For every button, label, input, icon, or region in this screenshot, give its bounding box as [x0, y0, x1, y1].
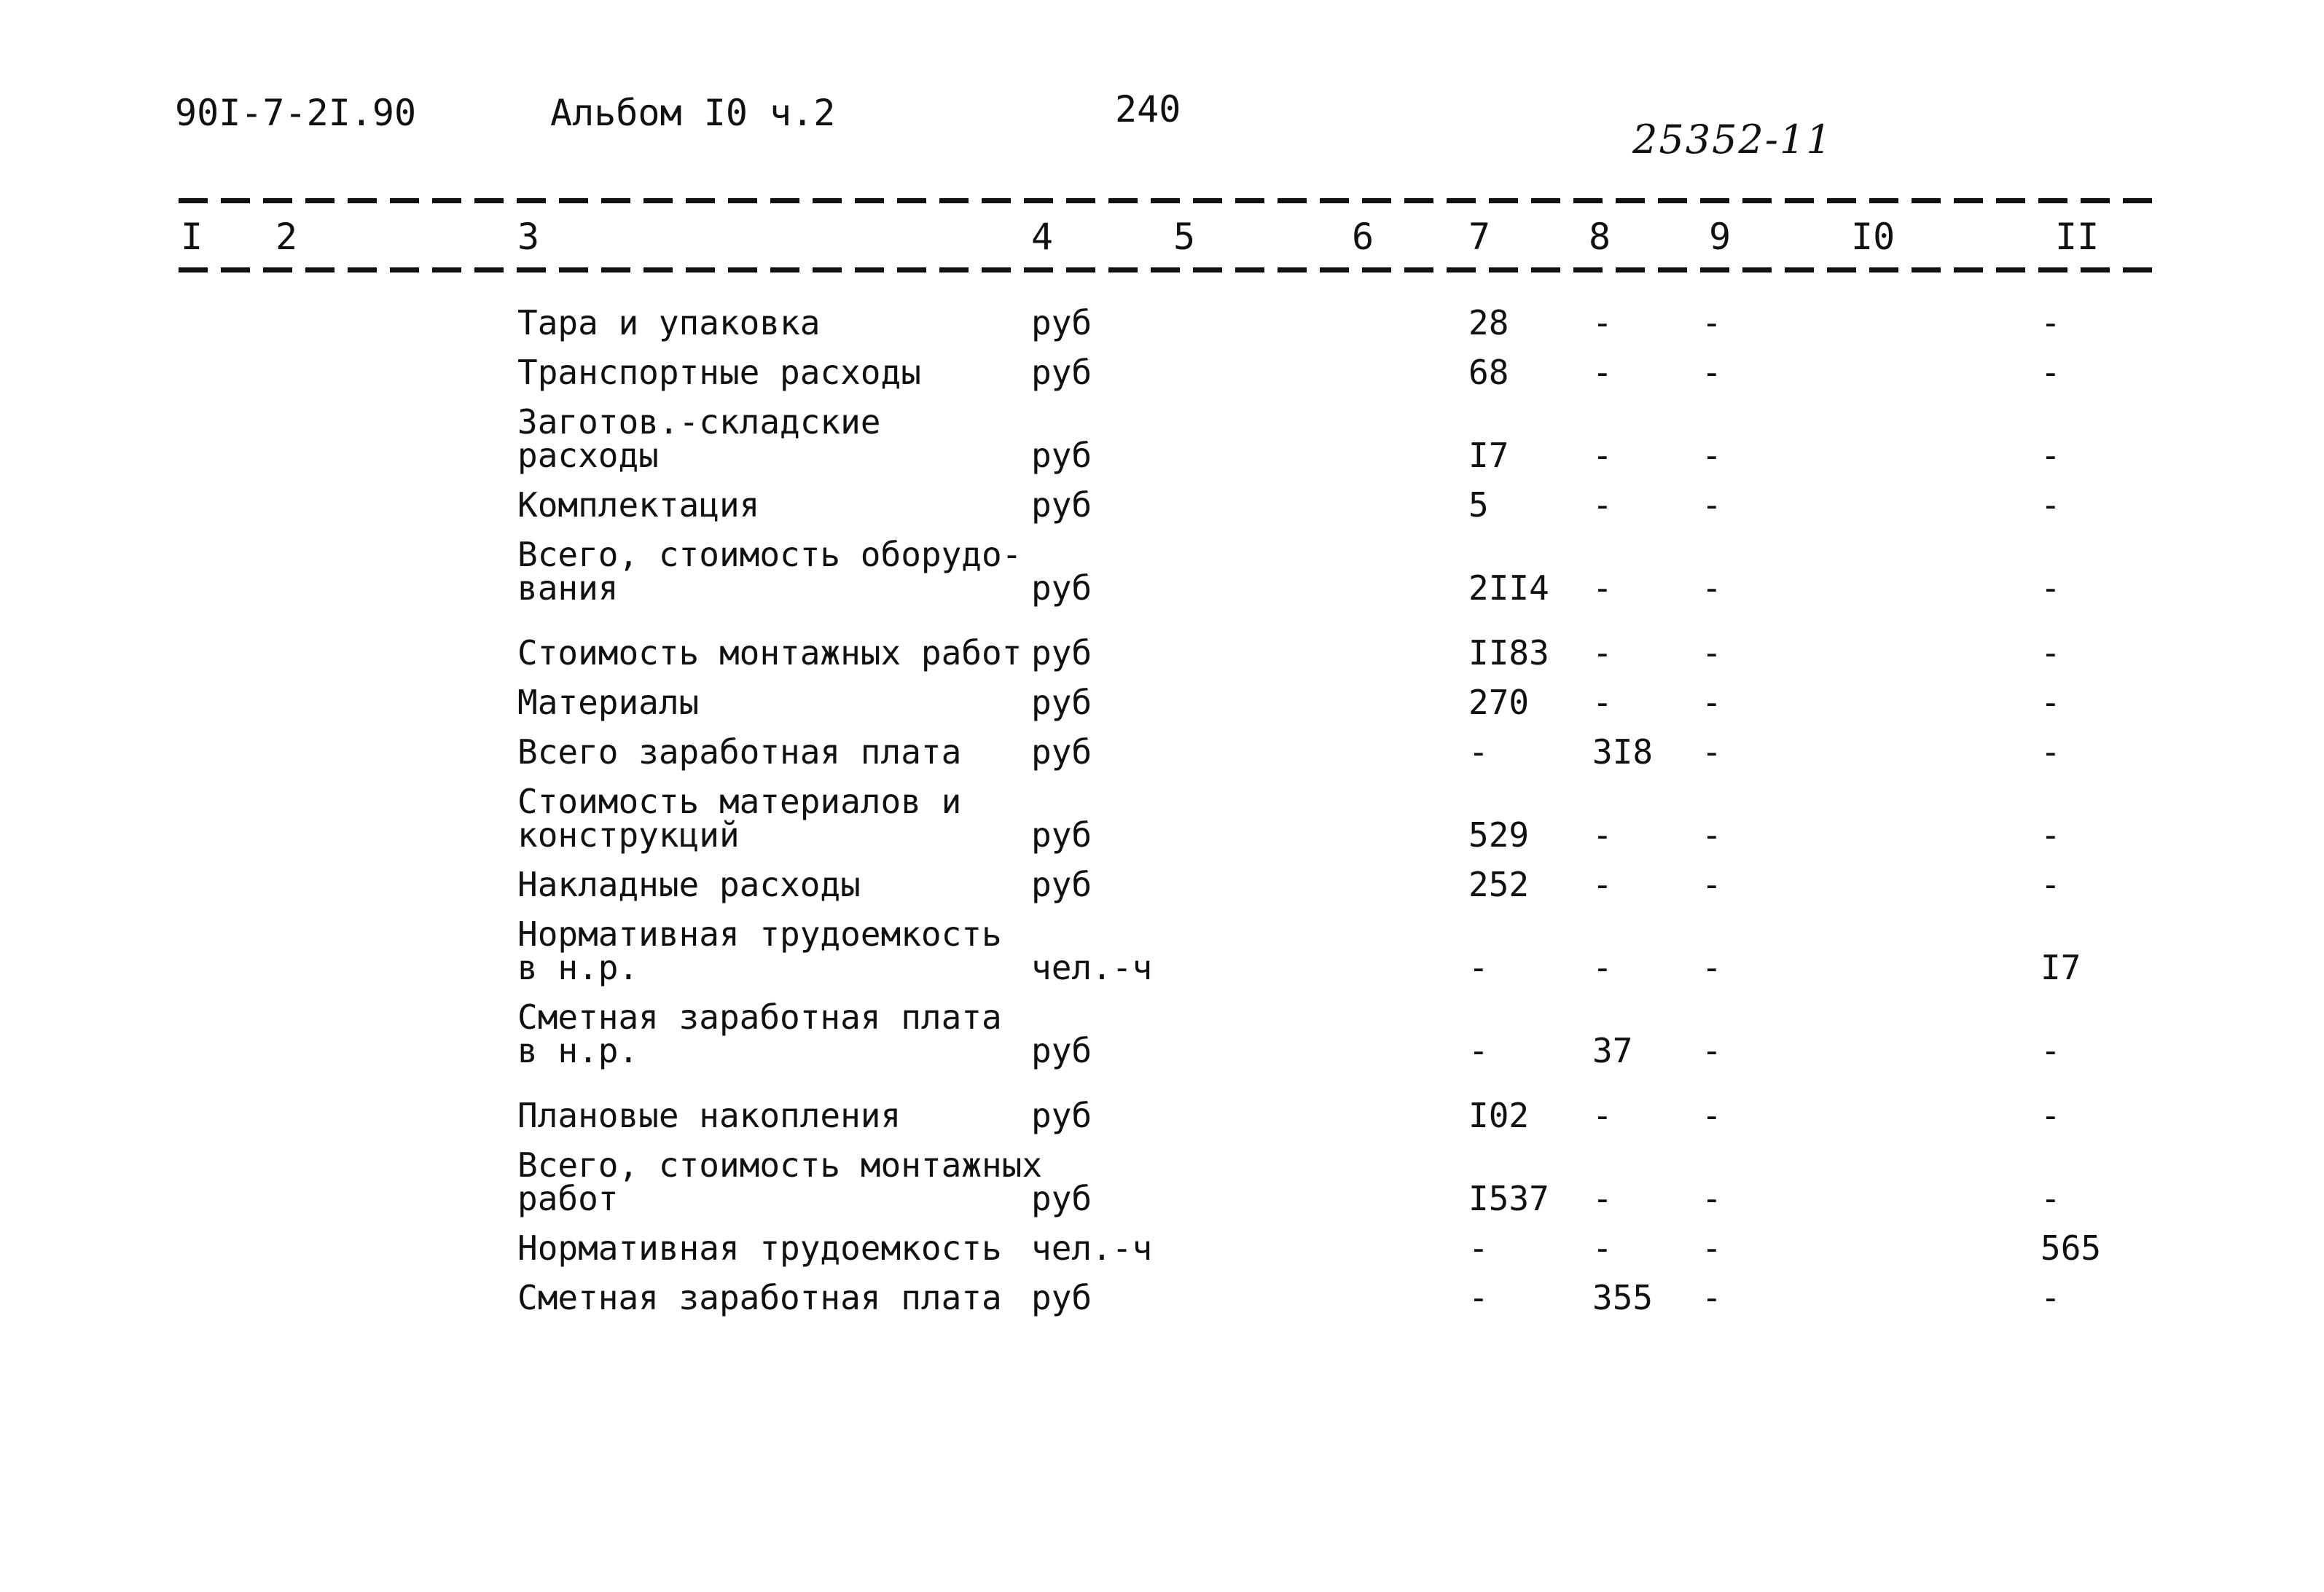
column-number: 4: [1031, 216, 1054, 258]
row-col9: -: [1702, 1278, 1722, 1317]
row-col7: -: [1468, 732, 1489, 772]
row-col7: I02: [1468, 1096, 1530, 1135]
row-col8: -: [1592, 1228, 1613, 1268]
row-description: Стоимость материалов и: [517, 782, 962, 821]
row-unit: чел.-ч: [1031, 948, 1153, 987]
row-col11: I7: [2041, 948, 2081, 987]
row-col9: -: [1702, 303, 1722, 342]
row-description-cont: в н.р.: [517, 948, 639, 987]
row-col11: -: [2041, 436, 2061, 475]
row-col11: -: [2041, 683, 2061, 722]
row-col7: 68: [1468, 353, 1509, 392]
row-unit: руб: [1031, 303, 1092, 342]
column-number: 7: [1468, 216, 1491, 258]
row-col9: -: [1702, 353, 1722, 392]
row-col11: -: [2041, 1096, 2061, 1135]
row-col8: -: [1592, 815, 1613, 855]
row-col7: 270: [1468, 683, 1530, 722]
row-col9: -: [1702, 732, 1722, 772]
row-unit: руб: [1031, 732, 1092, 772]
row-description-cont: конструкций: [517, 815, 740, 855]
row-description: Заготов.-складские: [517, 402, 881, 442]
row-col8: -: [1592, 865, 1613, 904]
row-col8: -: [1592, 1096, 1613, 1135]
row-col9: -: [1702, 683, 1722, 722]
row-col9: -: [1702, 568, 1722, 608]
row-col8: -: [1592, 948, 1613, 987]
column-number: 2: [275, 216, 298, 258]
column-number: 8: [1589, 216, 1611, 258]
row-description: Стоимость монтажных работ: [517, 633, 1022, 673]
row-col9: -: [1702, 1031, 1722, 1070]
row-description: Нормативная трудоемкость: [517, 914, 1002, 954]
row-col11: -: [2041, 633, 2061, 673]
document-code: 90I-7-2I.90: [175, 92, 417, 134]
row-col11: -: [2041, 732, 2061, 772]
row-col11: -: [2041, 815, 2061, 855]
row-description: Материалы: [517, 683, 700, 722]
row-col11: -: [2041, 865, 2061, 904]
row-col9: -: [1702, 436, 1722, 475]
row-col11: -: [2041, 485, 2061, 525]
row-unit: руб: [1031, 633, 1092, 673]
row-unit: руб: [1031, 815, 1092, 855]
row-col8: -: [1592, 633, 1613, 673]
row-description: Комплектация: [517, 485, 760, 525]
row-unit: руб: [1031, 568, 1092, 608]
row-col8: 37: [1592, 1031, 1633, 1070]
row-col11: -: [2041, 1278, 2061, 1317]
row-col7: I7: [1468, 436, 1509, 475]
row-description-cont: расходы: [517, 436, 659, 475]
row-description: Всего, стоимость оборудо-: [517, 535, 1022, 574]
row-col11: -: [2041, 1031, 2061, 1070]
column-number: 5: [1173, 216, 1196, 258]
row-col9: -: [1702, 1096, 1722, 1135]
row-unit: чел.-ч: [1031, 1228, 1153, 1268]
row-description: Всего, стоимость монтажных: [517, 1145, 1043, 1185]
row-unit: руб: [1031, 865, 1092, 904]
row-col9: -: [1702, 865, 1722, 904]
row-col7: 529: [1468, 815, 1530, 855]
row-col11: -: [2041, 353, 2061, 392]
column-number: 3: [517, 216, 540, 258]
row-col9: -: [1702, 948, 1722, 987]
row-col9: -: [1702, 1228, 1722, 1268]
row-col8: -: [1592, 568, 1613, 608]
row-description: Транспортные расходы: [517, 353, 921, 392]
row-col8: -: [1592, 485, 1613, 525]
row-col8: -: [1592, 683, 1613, 722]
row-col8: -: [1592, 303, 1613, 342]
row-col7: -: [1468, 1228, 1489, 1268]
row-unit: руб: [1031, 1031, 1092, 1070]
row-description-cont: в н.р.: [517, 1031, 639, 1070]
row-unit: руб: [1031, 683, 1092, 722]
row-description: Нормативная трудоемкость: [517, 1228, 1002, 1268]
row-col7: 5: [1468, 485, 1489, 525]
row-unit: руб: [1031, 485, 1092, 525]
row-col7: 28: [1468, 303, 1509, 342]
handwritten-number: 25352-11: [1632, 117, 1833, 162]
row-unit: руб: [1031, 1278, 1092, 1317]
row-col7: II83: [1468, 633, 1549, 673]
row-col11: -: [2041, 568, 2061, 608]
page-number: 240: [1115, 88, 1181, 130]
column-number: I: [181, 216, 203, 258]
row-col9: -: [1702, 485, 1722, 525]
row-col9: -: [1702, 1179, 1722, 1218]
row-col9: -: [1702, 633, 1722, 673]
row-col8: -: [1592, 1179, 1613, 1218]
column-number: I0: [1851, 216, 1895, 258]
row-col7: -: [1468, 1278, 1489, 1317]
row-col11: -: [2041, 1179, 2061, 1218]
row-col7: -: [1468, 1031, 1489, 1070]
row-col7: -: [1468, 948, 1489, 987]
row-col11: -: [2041, 303, 2061, 342]
column-number: II: [2055, 216, 2100, 258]
row-description: Сметная заработная плата: [517, 997, 1002, 1037]
row-unit: руб: [1031, 353, 1092, 392]
row-col8: 3I8: [1592, 732, 1654, 772]
row-description: Всего заработная плата: [517, 732, 962, 772]
row-description: Накладные расходы: [517, 865, 861, 904]
dashed-rule-bottom: [179, 267, 2161, 272]
row-col8: -: [1592, 353, 1613, 392]
row-unit: руб: [1031, 436, 1092, 475]
row-description-cont: вания: [517, 568, 619, 608]
row-description: Плановые накопления: [517, 1096, 901, 1135]
row-col7: 252: [1468, 865, 1530, 904]
dashed-rule-top: [179, 198, 2161, 203]
row-col8: 355: [1592, 1278, 1654, 1317]
column-number: 9: [1709, 216, 1732, 258]
row-unit: руб: [1031, 1096, 1092, 1135]
row-description-cont: работ: [517, 1179, 619, 1218]
row-col7: I537: [1468, 1179, 1549, 1218]
row-col11: 565: [2041, 1228, 2102, 1268]
row-description: Тара и упаковка: [517, 303, 821, 342]
row-unit: руб: [1031, 1179, 1092, 1218]
row-col8: -: [1592, 436, 1613, 475]
row-col9: -: [1702, 815, 1722, 855]
column-number: 6: [1352, 216, 1374, 258]
row-description: Сметная заработная плата: [517, 1278, 1002, 1317]
row-col7: 2II4: [1468, 568, 1549, 608]
album-label: Альбом I0 ч.2: [550, 92, 836, 134]
